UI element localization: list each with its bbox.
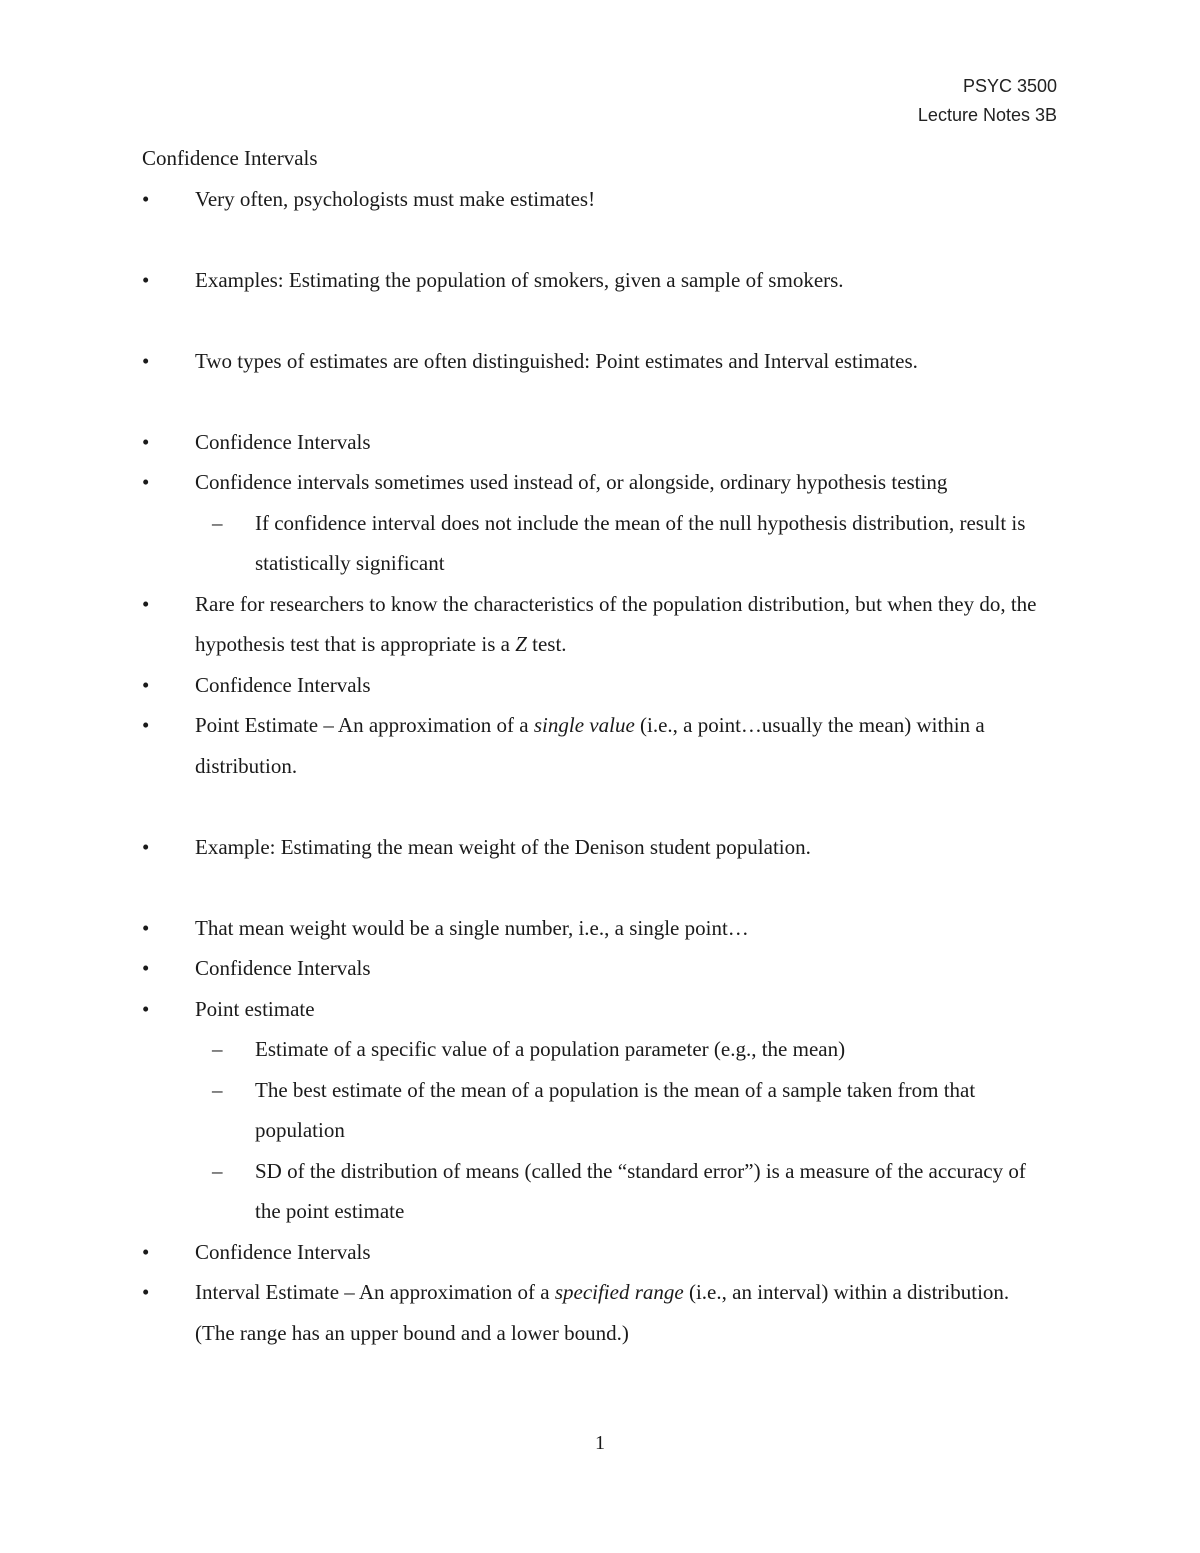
bullet-item (142, 341, 1052, 382)
bullet-text: Confidence intervals sometimes used instead of, or alongside, ordinary hypothesis testing (195, 470, 948, 494)
bullet-marker: • (142, 470, 150, 494)
bullet-item (142, 908, 1052, 949)
bullet-item (142, 705, 1052, 786)
page-header (918, 72, 1057, 130)
bullet-marker: • (142, 996, 150, 1021)
bullet-text: Confidence Intervals (195, 672, 371, 697)
bullet-marker: • (142, 713, 150, 737)
italic-term: Z (515, 632, 527, 656)
bullet-text-end: test. (526, 632, 567, 656)
bullet-text: The best estimate of the mean of a population is the mean of a sample taken from that population (255, 1077, 976, 1142)
page-number: 1 (595, 1432, 605, 1454)
bullet-item (142, 462, 1052, 503)
bullet-marker: • (142, 915, 150, 940)
bullet-marker: • (142, 267, 150, 292)
sub-bullet-item (142, 1029, 1052, 1070)
lecture-notes-label: Lecture Notes 3B (917, 105, 1057, 125)
bullet-item (142, 1232, 1052, 1273)
italic-term: single value (533, 713, 635, 737)
bullet-marker: • (142, 1239, 150, 1264)
bullet-marker: • (142, 956, 150, 980)
bullet-item (142, 260, 1052, 301)
bullet-text-start: Point Estimate – An approximation of a (195, 713, 534, 737)
sub-bullet-item (142, 503, 1052, 584)
bullet-item (142, 422, 1052, 463)
bullet-text: Very often, psychologists must make estimates! (195, 186, 596, 211)
bullet-text: That mean weight would be a single number, i.e., a single point… (195, 915, 749, 940)
bullet-item (142, 179, 1052, 220)
bullet-item (142, 989, 1052, 1030)
bullet-marker: • (142, 429, 150, 454)
sub-bullet-item (142, 1151, 1052, 1232)
course-code: PSYC 3500 (962, 76, 1057, 96)
sub-bullet-item (142, 1070, 1052, 1151)
document-body (142, 138, 1052, 1353)
bullet-text-end: (i.e., an interval) within a distribution. (The range has an upper bound and a lower bound.) (195, 1280, 1010, 1345)
bullet-text: Example: Estimating the mean weight of the Denison student population. (195, 834, 811, 859)
italic-term: specified range (554, 1280, 684, 1304)
section-title: Confidence Intervals (142, 146, 318, 170)
dash-marker: – (212, 1077, 223, 1102)
bullet-text: Confidence Intervals (195, 429, 371, 454)
dash-marker: – (212, 1158, 223, 1183)
bullet-item (142, 665, 1052, 706)
bullet-marker: • (142, 1280, 150, 1304)
bullet-marker: • (142, 834, 150, 859)
bullet-marker: • (142, 672, 150, 697)
bullet-item (142, 1272, 1052, 1353)
bullet-item (142, 948, 1052, 989)
dash-marker: – (212, 510, 223, 535)
bullet-text: If confidence interval does not include the mean of the null hypothesis distribution, result is statistically significant (255, 510, 1026, 575)
bullet-text: Examples: Estimating the population of smokers, given a sample of smokers. (195, 267, 844, 292)
bullet-text: Point estimate (195, 996, 315, 1021)
bullet-text: SD of the distribution of means (called the “standard error”) is a measure of the accuracy of the point estimate (255, 1158, 1026, 1223)
bullet-marker: • (142, 348, 150, 373)
bullet-marker: • (142, 591, 150, 616)
bullet-marker: • (142, 186, 150, 211)
bullet-text: Confidence Intervals (195, 1239, 371, 1264)
bullet-item (142, 827, 1052, 868)
bullet-text-end: (i.e., a point…usually the mean) within a distribution. (195, 713, 985, 778)
bullet-text-start: Rare for researchers to know the characteristics of the population distribution, but when they do, the hypothesis test that is appropriate is a (195, 591, 1037, 656)
bullet-text: Two types of estimates are often distinguished: Point estimates and Interval estimates. (195, 348, 918, 373)
bullet-item (142, 584, 1052, 665)
bullet-text: Estimate of a specific value of a population parameter (e.g., the mean) (255, 1037, 846, 1061)
bullet-text: Confidence Intervals (195, 956, 371, 980)
bullet-text-start: Interval Estimate – An approximation of a (195, 1280, 555, 1304)
dash-marker: – (212, 1037, 223, 1061)
